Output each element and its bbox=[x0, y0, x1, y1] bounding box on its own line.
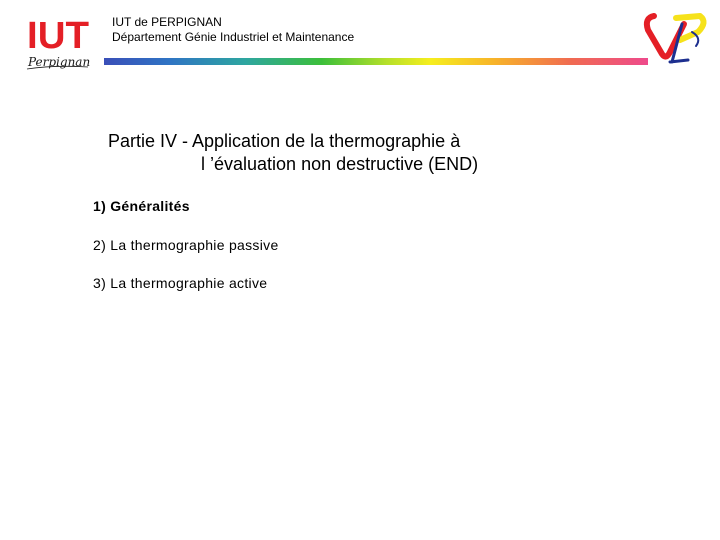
up-university-logo-icon bbox=[640, 10, 712, 66]
iut-perpignan-logo-icon bbox=[24, 12, 94, 72]
logo-perpignan-script: Perpignan bbox=[28, 55, 91, 69]
header-color-bar bbox=[104, 58, 648, 65]
slide-title-line-1: Partie IV - Application de la thermographie à bbox=[108, 131, 461, 151]
iut-perpignan-logo bbox=[24, 12, 94, 72]
outline-item-thermographie-active: 3) La thermographie active bbox=[93, 275, 268, 291]
slide-title-line-2: l ’évaluation non destructive (END) bbox=[201, 154, 479, 174]
header-institution-block bbox=[112, 15, 354, 45]
department-name: Département Génie Industriel et Maintenance bbox=[112, 30, 355, 44]
up-university-logo bbox=[640, 10, 712, 66]
outline-item-generalites: 1) Généralités bbox=[93, 198, 190, 214]
logo-iut-text: IUT bbox=[27, 15, 89, 57]
slide-title bbox=[108, 130, 478, 176]
institution-name: IUT de PERPIGNAN bbox=[112, 15, 222, 29]
outline-item-thermographie-passive: 2) La thermographie passive bbox=[93, 237, 279, 253]
